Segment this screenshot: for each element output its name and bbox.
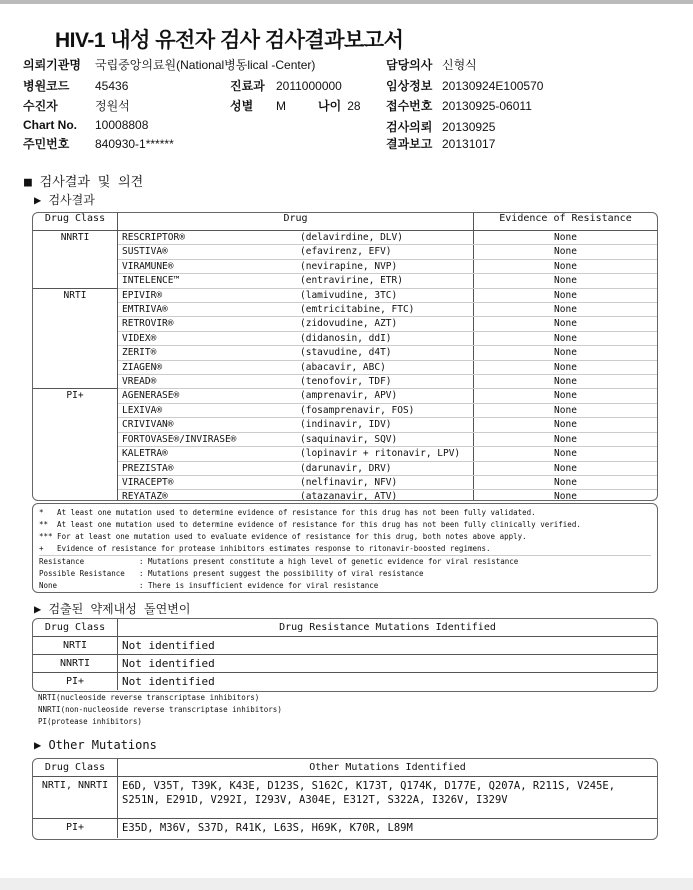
drug-brand: KALETRA®	[118, 447, 297, 461]
drug-generic: (delavirdine, DLV)	[296, 231, 474, 245]
header-drug-class: Drug Class	[33, 759, 118, 777]
age-value: 28	[347, 99, 361, 113]
evidence-cell: None	[474, 274, 658, 288]
mutations-cell: Not identified	[118, 637, 658, 655]
header-drug: Drug	[118, 213, 474, 231]
request-value: 20130925	[442, 120, 496, 134]
abbreviation: NRTI(nucleoside reverse transcriptase inhibitors)	[38, 693, 260, 702]
chart-value: 10008808	[95, 118, 149, 132]
drug-brand: EMTRIVA®	[118, 303, 297, 317]
evidence-cell: None	[474, 490, 658, 501]
drug-brand: RETROVIR®	[118, 317, 297, 331]
patient-row	[23, 97, 130, 114]
drug-brand: INTELENCE™	[118, 274, 297, 288]
drug-generic: (amprenavir, APV)	[296, 389, 474, 403]
evidence-cell: None	[474, 317, 658, 331]
request-row	[386, 118, 495, 135]
header-drug-class: Drug Class	[33, 213, 118, 231]
institution-label: 의뢰기관명	[23, 58, 81, 72]
definition-text: : There is insufficient evidence for viral resistance	[139, 581, 379, 590]
institution-value: 국립중앙의료원(National병동lical -Center)	[95, 58, 316, 72]
dept-value: 2011000000	[276, 79, 342, 93]
table-row	[33, 819, 657, 839]
institution-row	[23, 56, 315, 73]
clinical-value: 20130924E100570	[442, 79, 544, 93]
drug-brand: VIRAMUNE®	[118, 259, 297, 273]
evidence-cell: None	[474, 403, 658, 417]
table-row	[33, 490, 657, 501]
evidence-cell: None	[474, 447, 658, 461]
header-drug-class: Drug Class	[33, 619, 118, 637]
drug-generic: (didanosin, ddI)	[296, 331, 474, 345]
definition-text: : Mutations present suggest the possibility of viral resistance	[139, 569, 424, 578]
drug-brand: VIDEX®	[118, 331, 297, 345]
abbreviation: PI(protease inhibitors)	[38, 717, 142, 726]
header-mutations: Drug Resistance Mutations Identified	[118, 619, 658, 637]
drug-generic: (atazanavir, ATV)	[296, 490, 474, 501]
drug-generic: (lopinavir + ritonavir, LPV)	[296, 447, 474, 461]
footnote: * At least one mutation used to determine evidence of resistance for this drug has not been fully validated.	[39, 508, 536, 517]
chart-label: Chart No.	[23, 118, 77, 132]
report-value: 20131017	[442, 137, 496, 151]
report-title: HIV-1 내성 유전자 검사 검사결과보고서	[55, 29, 404, 52]
definition-term: None	[39, 581, 58, 590]
drug-brand: VIRACEPT®	[118, 475, 297, 489]
mutations-cell: Not identified	[122, 675, 215, 688]
drug-class-cell: NRTI	[33, 288, 118, 389]
table-row	[33, 447, 657, 461]
drug-generic: (efavirenz, EFV)	[296, 245, 474, 259]
drug-brand: PREZISTA®	[118, 461, 297, 475]
report-label: 결과보고	[386, 137, 433, 151]
evidence-cell: None	[474, 475, 658, 489]
other-mutations-table	[32, 758, 658, 840]
drug-generic: (saquinavir, SQV)	[296, 432, 474, 446]
clinical-label: 임상정보	[386, 79, 433, 93]
sex-label: 성별	[230, 99, 254, 113]
doctor-label: 담당의사	[386, 58, 433, 72]
footnote: ** At least one mutation used to determine evidence of resistance for this drug has not been fully clinically verified.	[39, 520, 581, 529]
footnote: + Evidence of resistance for protease inhibitors estimates response to ritonavir-boosted regimens.	[39, 543, 651, 556]
drug-class-cell: PI+	[33, 819, 118, 839]
report-row	[386, 135, 495, 152]
table-row	[33, 389, 657, 403]
section-results: ▶ 검사결과	[34, 193, 95, 207]
definition-row	[39, 568, 651, 580]
request-label: 검사의뢰	[386, 120, 433, 134]
table-row	[33, 331, 657, 345]
sex-age-row	[230, 97, 361, 114]
section-mutations: ▶ 검출된 약제내성 돌연변이	[34, 602, 191, 616]
table-row	[33, 317, 657, 331]
evidence-cell: None	[474, 432, 658, 446]
drug-class-cell: NNRTI	[33, 655, 118, 673]
section-results-opinion: ■ 검사결과 및 의견	[24, 175, 144, 190]
table-row	[33, 245, 657, 259]
definition-term: Resistance	[39, 557, 85, 566]
drug-class-cell: PI+	[33, 673, 118, 691]
table-row	[33, 475, 657, 489]
dept-row	[230, 77, 342, 94]
drug-generic: (stavudine, d4T)	[296, 346, 474, 360]
table-row	[33, 303, 657, 317]
rrn-value: 840930-1******	[95, 137, 174, 151]
table-row	[33, 637, 657, 655]
table-row	[33, 673, 657, 691]
definition-row	[39, 580, 651, 592]
drug-generic: (entravirine, ETR)	[296, 274, 474, 288]
drug-class-cell: NRTI, NNRTI	[33, 777, 118, 819]
evidence-cell: None	[474, 245, 658, 259]
evidence-cell: None	[474, 375, 658, 389]
drug-brand: RESCRIPTOR®	[118, 231, 297, 245]
chart-row	[23, 118, 148, 132]
top-border	[0, 0, 693, 4]
doctor-value: 신형식	[442, 58, 477, 72]
drug-brand: VREAD®	[118, 375, 297, 389]
table-row	[33, 274, 657, 288]
table-row	[33, 288, 657, 302]
table-row	[33, 259, 657, 273]
table-row	[33, 360, 657, 374]
drug-brand: SUSTIVA®	[118, 245, 297, 259]
mutations-table	[32, 618, 658, 692]
other-mutations-cell: E6D, V35T, T39K, K43E, D123S, S162C, K173T, Q174K, D177E, Q207A, R211S, V245E, S251N, E291D, V292I, I293V, A304E, E312T, S322A, I326V, I329V	[118, 777, 658, 819]
mutations-cell: Not identified	[118, 655, 658, 673]
evidence-cell: None	[474, 288, 658, 302]
evidence-cell: None	[474, 360, 658, 374]
definition-text: : Mutations present constitute a high level of genetic evidence for viral resistance	[139, 557, 519, 566]
rrn-row	[23, 135, 174, 152]
hospital-code-row	[23, 77, 128, 94]
resistance-table	[32, 212, 658, 501]
drug-class-cell: NNRTI	[33, 231, 118, 289]
header-evidence: Evidence of Resistance	[474, 213, 658, 231]
drug-generic: (zidovudine, AZT)	[296, 317, 474, 331]
drug-generic: (indinavir, IDV)	[296, 418, 474, 432]
drug-generic: (abacavir, ABC)	[296, 360, 474, 374]
evidence-cell: None	[474, 461, 658, 475]
table-row	[33, 432, 657, 446]
rrn-label: 주민번호	[23, 137, 70, 151]
definition-row	[39, 556, 651, 568]
receipt-label: 접수번호	[386, 99, 433, 113]
drug-generic: (tenofovir, TDF)	[296, 375, 474, 389]
drug-brand: ZIAGEN®	[118, 360, 297, 374]
evidence-cell: None	[474, 231, 658, 245]
abbreviation: NNRTI(non-nucleoside reverse transcriptase inhibitors)	[38, 705, 282, 714]
clinical-row	[386, 77, 543, 94]
evidence-cell: None	[474, 389, 658, 403]
evidence-cell: None	[474, 331, 658, 345]
drug-generic: (emtricitabine, FTC)	[296, 303, 474, 317]
table-row	[33, 375, 657, 389]
abbreviations	[38, 692, 282, 728]
drug-brand: FORTOVASE®/INVIRASE®	[118, 432, 297, 446]
header-other-mutations: Other Mutations Identified	[118, 759, 658, 777]
drug-brand: CRIVIVAN®	[118, 418, 297, 432]
drug-generic: (darunavir, DRV)	[296, 461, 474, 475]
hospital-code-label: 병원코드	[23, 79, 70, 93]
table-row	[33, 655, 657, 673]
sex-value: M	[276, 99, 286, 113]
table-row	[33, 461, 657, 475]
bottom-bar	[0, 878, 693, 890]
drug-brand: LEXIVA®	[118, 403, 297, 417]
table-row	[33, 231, 657, 245]
drug-generic: (nelfinavir, NFV)	[296, 475, 474, 489]
footnote: *** For at least one mutation used to evaluate evidence of resistance for this drug, both notes above apply.	[39, 532, 527, 541]
receipt-row	[386, 97, 532, 114]
table-row	[33, 418, 657, 432]
drug-brand: EPIVIR®	[118, 288, 297, 302]
patient-value: 정원석	[95, 99, 130, 113]
hospital-code-value: 45436	[95, 79, 129, 93]
notes-box	[32, 503, 658, 593]
drug-generic: (fosamprenavir, FOS)	[296, 403, 474, 417]
receipt-value: 20130925-06011	[442, 99, 532, 113]
drug-class-cell: PI+	[33, 389, 118, 501]
evidence-cell: None	[474, 346, 658, 360]
section-other-mutations: ▶ Other Mutations	[34, 738, 157, 752]
drug-brand: AGENERASE®	[118, 389, 297, 403]
patient-label: 수진자	[23, 99, 58, 113]
drug-class-cell: NRTI	[33, 637, 118, 655]
evidence-cell: None	[474, 259, 658, 273]
other-mutations-cell: E35D, M36V, S37D, R41K, L63S, H69K, K70R, L89M	[122, 822, 413, 834]
table-row	[33, 346, 657, 360]
dept-label: 진료과	[230, 79, 265, 93]
drug-generic: (nevirapine, NVP)	[296, 259, 474, 273]
age-label: 나이	[318, 99, 342, 113]
drug-brand: REYATAZ®	[118, 490, 297, 501]
evidence-cell: None	[474, 303, 658, 317]
table-row	[33, 403, 657, 417]
definition-term: Possible Resistance	[39, 569, 125, 578]
drug-brand: ZERIT®	[118, 346, 297, 360]
drug-generic: (lamivudine, 3TC)	[296, 288, 474, 302]
evidence-cell: None	[474, 418, 658, 432]
table-row	[33, 777, 657, 819]
doctor-row	[386, 56, 477, 73]
